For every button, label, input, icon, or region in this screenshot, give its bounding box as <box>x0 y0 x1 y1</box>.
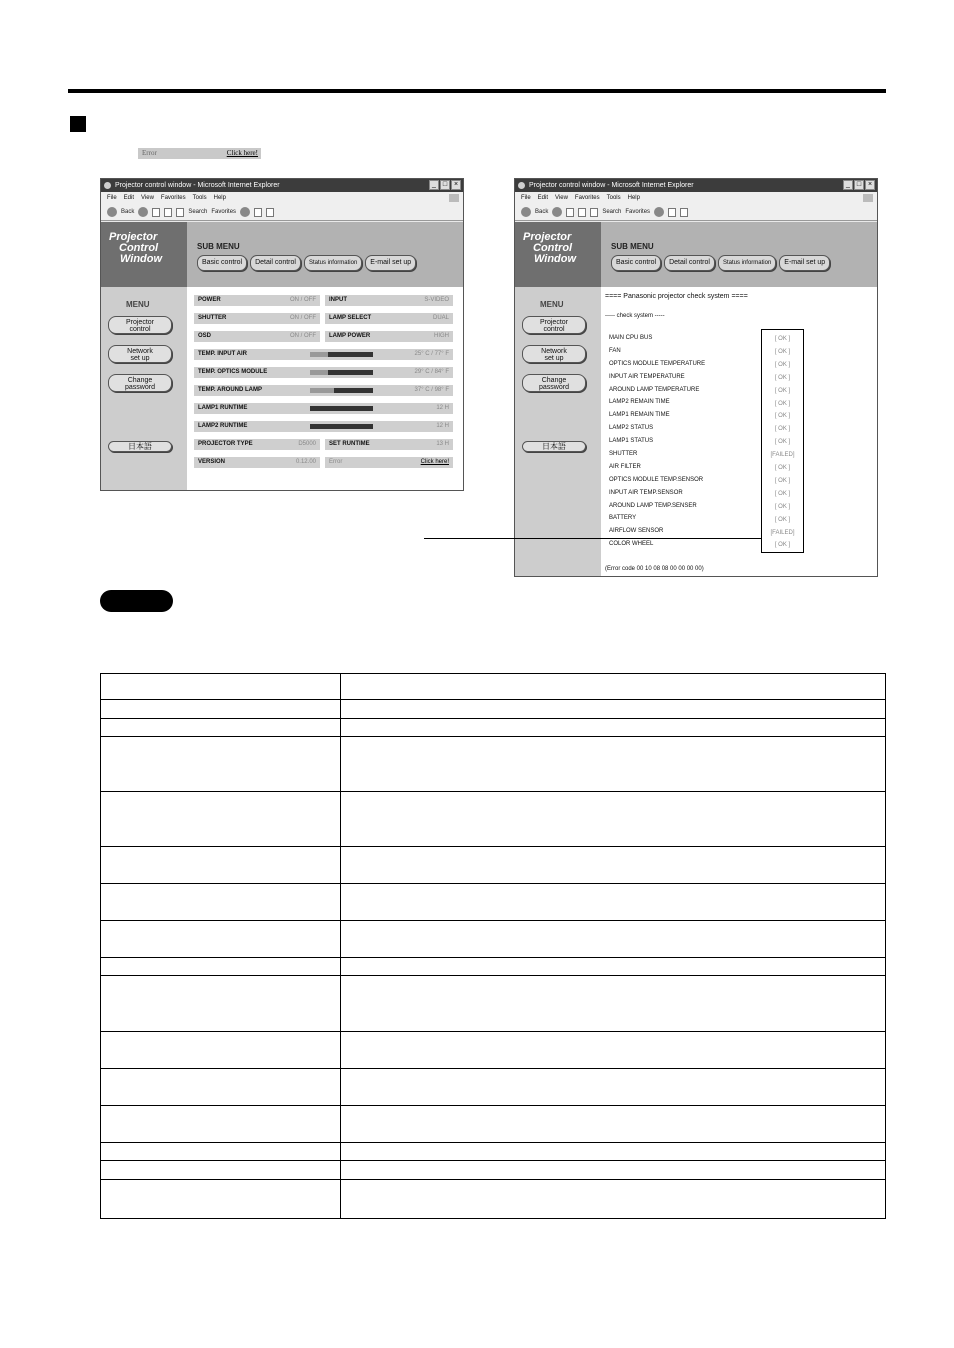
menu-view[interactable]: View <box>141 195 154 201</box>
table-cell-label <box>101 958 341 976</box>
table-cell-description <box>341 958 886 976</box>
table-row <box>101 1032 886 1069</box>
table-cell-label <box>101 1143 341 1161</box>
header-rule <box>68 89 886 93</box>
basic-control-button[interactable]: Basic control <box>197 255 247 271</box>
table-cell-description <box>341 1143 886 1161</box>
table-cell-label <box>101 921 341 958</box>
check-item-status: [ OK ] <box>774 503 791 510</box>
email-setup-button[interactable]: E-mail set up <box>365 255 416 271</box>
status-window <box>100 178 464 491</box>
osd-off-button[interactable]: OFF <box>304 333 316 339</box>
projector-control-button[interactable]: Projector control <box>108 316 172 334</box>
table-cell-label <box>101 719 341 737</box>
table-row <box>101 792 886 847</box>
table-cell-label <box>101 737 341 792</box>
power-off-button[interactable]: OFF <box>304 297 316 303</box>
logo-line-1: Projector <box>523 231 572 243</box>
temp-input-air-bar <box>328 352 373 357</box>
table-row <box>101 1161 886 1180</box>
status-information-button[interactable]: Status information <box>304 255 362 271</box>
side-menu <box>515 287 601 576</box>
network-setup-button[interactable]: Network set up <box>522 345 586 363</box>
table-cell-label <box>101 976 341 1032</box>
check-item-status: [ OK ] <box>774 477 791 484</box>
stop-icon[interactable] <box>566 208 574 217</box>
check-item-name: OPTICS MODULE TEMP.SENSOR <box>609 476 704 483</box>
check-item-name: OPTICS MODULE TEMPERATURE <box>609 360 706 367</box>
windows-flag-icon <box>863 194 873 202</box>
check-item-name: MAIN CPU BUS <box>609 335 653 341</box>
refresh-icon[interactable] <box>578 208 586 217</box>
title-bar <box>101 179 463 192</box>
sub-menu-title: SUB MENU <box>197 242 240 251</box>
check-item-name: BATTERY <box>609 515 637 522</box>
table-row <box>101 1069 886 1106</box>
description-table <box>100 673 886 1219</box>
sub-menu-area <box>187 222 463 287</box>
check-item-status: [ OK ] <box>774 542 791 549</box>
table-cell-label <box>101 847 341 884</box>
table-cell-description <box>341 719 886 737</box>
browser-toolbar <box>515 204 877 221</box>
error-code: (Error code 00 10 08 08 00 00 00 00) <box>605 566 704 572</box>
minimize-icon[interactable]: _ <box>429 180 439 190</box>
check-item-name: AROUND LAMP TEMPERATURE <box>609 386 700 393</box>
check-item-list <box>609 332 705 551</box>
menu-title: MENU <box>540 300 564 309</box>
check-item-status: [ OK ] <box>774 490 791 497</box>
browser-toolbar <box>101 204 463 221</box>
menu-bar <box>515 192 877 204</box>
check-item-status: [ OK ] <box>774 413 791 420</box>
stop-icon[interactable] <box>152 208 160 217</box>
table-cell-description <box>341 737 886 792</box>
note-badge <box>100 590 173 612</box>
shutter-off-button[interactable]: OFF <box>304 315 316 321</box>
lamp1-runtime-bar <box>310 406 373 411</box>
osd-row: OSD ON / OFF <box>194 331 320 342</box>
search-button[interactable]: Search <box>188 208 208 215</box>
version-row: VERSION 0.12.00 <box>194 457 320 468</box>
maximize-icon[interactable]: □ <box>854 180 864 190</box>
menu-favorites[interactable]: Favorites <box>574 195 600 201</box>
table-row <box>101 1180 886 1219</box>
input-row: INPUT S-VIDEO <box>325 295 453 306</box>
menu-edit[interactable]: Edit <box>123 195 135 201</box>
lamp-select-row: LAMP SELECT DUAL <box>325 313 453 324</box>
change-password-button[interactable]: Change password <box>108 374 172 392</box>
print-icon[interactable] <box>680 208 688 217</box>
check-item-name: LAMP2 REMAIN TIME <box>609 399 670 406</box>
error-bar-example <box>138 148 261 159</box>
table-row <box>101 921 886 958</box>
temp-around-lamp-row: TEMP. AROUND LAMP 37° C / 98° F <box>194 385 453 396</box>
check-item-status: [ OK ] <box>774 439 791 446</box>
app-logo <box>101 222 187 287</box>
logo-line-3: Window <box>120 253 163 265</box>
table-row <box>101 719 886 737</box>
table-row <box>101 884 886 921</box>
lamp2-runtime-bar <box>310 424 373 429</box>
maximize-icon[interactable]: □ <box>440 180 450 190</box>
section-bullet-square <box>70 116 86 132</box>
check-window <box>514 178 878 577</box>
check-item-status: [ OK ] <box>774 465 791 471</box>
power-row: POWER ON / OFF <box>194 295 320 306</box>
network-setup-button[interactable]: Network set up <box>108 345 172 363</box>
table-row <box>101 700 886 719</box>
print-icon[interactable] <box>266 208 274 217</box>
temp-input-air-row: TEMP. INPUT AIR 25° C / 77° F <box>194 349 453 360</box>
table-cell-description <box>341 1106 886 1143</box>
sub-menu-area <box>601 222 877 287</box>
detail-control-button[interactable]: Detail control <box>664 255 715 271</box>
logo-line-2: Control <box>119 242 159 254</box>
title-bar <box>515 179 877 192</box>
check-system-subtitle: ----- check system ----- <box>605 313 665 319</box>
menu-tools[interactable]: Tools <box>606 195 621 201</box>
app-logo <box>515 222 601 287</box>
table-cell-description <box>341 847 886 884</box>
window-title: Projector control window - Microsoft Internet Explorer <box>529 182 694 189</box>
check-item-status: [ OK ] <box>774 426 791 433</box>
home-icon[interactable] <box>590 208 598 217</box>
favorites-button[interactable]: Favorites <box>625 208 651 215</box>
logo-line-2: Control <box>533 242 573 254</box>
error-bar-link[interactable]: Click here! <box>226 149 258 157</box>
check-item-status: [ OK ] <box>774 400 791 407</box>
check-item-name: COLOR WHEEL <box>609 541 654 548</box>
menu-edit[interactable]: Edit <box>537 195 549 201</box>
lamp1-runtime-row: LAMP1 RUNTIME 12 H <box>194 403 453 414</box>
side-menu <box>101 287 187 490</box>
ie-icon <box>518 182 525 189</box>
check-item-status: [FAILED] <box>770 452 795 459</box>
temp-optics-module-row: TEMP. OPTICS MODULE 29° C / 84° F <box>194 367 453 378</box>
check-panel <box>601 287 877 576</box>
check-status-box <box>761 329 804 553</box>
logo-line-1: Projector <box>109 231 158 243</box>
check-item-name: INPUT AIR TEMPERATURE <box>609 373 685 380</box>
table-row <box>101 958 886 976</box>
menu-favorites[interactable]: Favorites <box>160 195 186 201</box>
menu-bar <box>101 192 463 204</box>
history-icon[interactable] <box>240 207 250 217</box>
detail-control-button[interactable]: Detail control <box>250 255 301 271</box>
table-cell-label <box>101 1069 341 1106</box>
check-item-name: LAMP1 REMAIN TIME <box>609 412 670 419</box>
check-item-status: [ OK ] <box>774 336 791 342</box>
error-click-here-link[interactable]: Click here! <box>420 459 449 465</box>
check-item-name: AIR FILTER <box>609 463 641 470</box>
osd-on-button[interactable]: ON <box>289 333 299 339</box>
back-icon[interactable] <box>521 207 531 217</box>
shutter-row: SHUTTER ON / OFF <box>194 313 320 324</box>
refresh-icon[interactable] <box>164 208 172 217</box>
history-icon[interactable] <box>654 207 664 217</box>
table-cell-description <box>341 700 886 719</box>
mail-icon[interactable] <box>668 208 676 217</box>
power-on-button[interactable]: ON <box>289 297 299 303</box>
search-button[interactable]: Search <box>602 208 622 215</box>
lamp2-runtime-row: LAMP2 RUNTIME 12 H <box>194 421 453 432</box>
table-cell-label <box>101 674 341 700</box>
menu-file[interactable]: File <box>521 195 531 201</box>
menu-file[interactable]: File <box>107 195 117 201</box>
logo-line-3: Window <box>534 253 577 265</box>
japanese-button[interactable]: 日本語 <box>522 441 586 452</box>
windows-flag-icon <box>449 194 459 202</box>
temp-optics-module-bar <box>328 370 373 375</box>
table-row <box>101 737 886 792</box>
favorites-button[interactable]: Favorites <box>211 208 237 215</box>
error-bar-label: Error <box>142 149 157 157</box>
table-cell-description <box>341 884 886 921</box>
forward-icon[interactable] <box>552 207 562 217</box>
back-label[interactable]: Back <box>121 208 135 215</box>
menu-view[interactable]: View <box>555 195 568 201</box>
check-item-name: LAMP2 STATUS <box>609 425 654 432</box>
table-row <box>101 847 886 884</box>
table-cell-description <box>341 1161 886 1180</box>
table-cell-label <box>101 1161 341 1180</box>
check-item-status: [ OK ] <box>774 374 791 381</box>
check-system-title: ==== Panasonic projector check system ==== <box>605 293 748 300</box>
email-setup-button[interactable]: E-mail set up <box>779 255 830 271</box>
table-cell-description <box>341 792 886 847</box>
status-panel <box>187 287 463 490</box>
table-cell-label <box>101 1180 341 1219</box>
table-cell-description <box>341 921 886 958</box>
check-item-status: [FAILED] <box>770 529 795 536</box>
lamp-power-row: LAMP POWER HIGH <box>325 331 453 342</box>
status-information-button[interactable]: Status information <box>718 255 776 271</box>
set-runtime-row: SET RUNTIME 13 H <box>325 439 453 450</box>
check-item-name: SHUTTER <box>609 451 638 458</box>
table-cell-label <box>101 1106 341 1143</box>
back-label[interactable]: Back <box>535 208 549 215</box>
table-cell-label <box>101 792 341 847</box>
back-icon[interactable] <box>107 207 117 217</box>
shutter-on-button[interactable]: ON <box>289 315 299 321</box>
menu-help[interactable]: Help <box>627 195 640 201</box>
mail-icon[interactable] <box>254 208 262 217</box>
check-item-name: FAN <box>609 347 621 354</box>
table-cell-description <box>341 1069 886 1106</box>
table-cell-label <box>101 884 341 921</box>
window-title: Projector control window - Microsoft Internet Explorer <box>115 182 280 189</box>
table-cell-label <box>101 700 341 719</box>
check-item-name: INPUT AIR TEMP.SENSOR <box>609 489 683 496</box>
check-item-status: [ OK ] <box>774 516 791 523</box>
japanese-button[interactable]: 日本語 <box>108 441 172 452</box>
menu-title: MENU <box>126 300 150 309</box>
table-cell-description <box>341 1032 886 1069</box>
projector-control-button[interactable]: Projector control <box>522 316 586 334</box>
error-row: Error Click here! <box>325 457 453 468</box>
basic-control-button[interactable]: Basic control <box>611 255 661 271</box>
table-cell-description <box>341 976 886 1032</box>
table-row <box>101 976 886 1032</box>
check-item-status: [ OK ] <box>774 348 791 355</box>
check-item-status: [ OK ] <box>774 387 791 394</box>
table-row <box>101 1106 886 1143</box>
temp-around-lamp-bar <box>334 388 373 393</box>
check-item-name: LAMP1 STATUS <box>609 438 654 445</box>
table-row <box>101 1143 886 1161</box>
menu-help[interactable]: Help <box>213 195 226 201</box>
check-item-name: AIRFLOW SENSOR <box>609 528 664 535</box>
home-icon[interactable] <box>176 208 184 217</box>
close-icon[interactable]: × <box>865 180 875 190</box>
table-cell-label <box>101 1032 341 1069</box>
table-cell-description <box>341 1180 886 1219</box>
close-icon[interactable]: × <box>451 180 461 190</box>
sub-menu-title: SUB MENU <box>611 242 654 251</box>
change-password-button[interactable]: Change password <box>522 374 586 392</box>
table-cell-description <box>341 674 886 700</box>
menu-tools[interactable]: Tools <box>192 195 207 201</box>
minimize-icon[interactable]: _ <box>843 180 853 190</box>
check-item-status: [ OK ] <box>774 361 791 368</box>
callout-leader-line <box>424 538 762 539</box>
projector-type-row: PROJECTOR TYPE D5000 <box>194 439 320 450</box>
forward-icon[interactable] <box>138 207 148 217</box>
check-item-name: AROUND LAMP TEMP.SENSER <box>609 502 697 509</box>
table-row <box>101 674 886 700</box>
ie-icon <box>104 182 111 189</box>
